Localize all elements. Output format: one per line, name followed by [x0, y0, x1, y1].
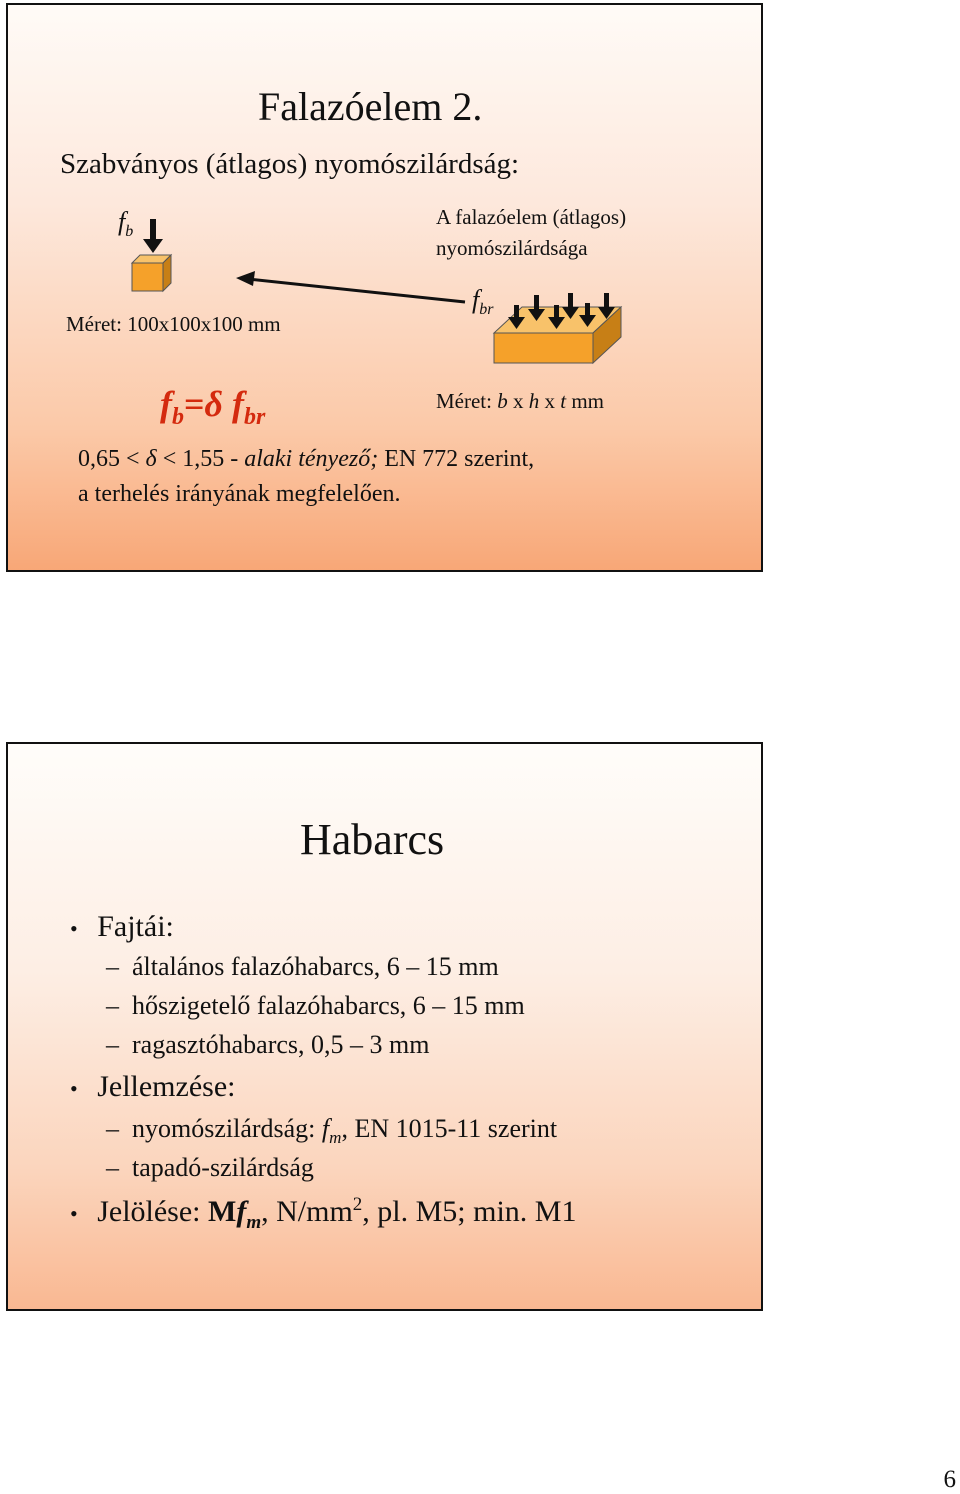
fb-label: $f_b$ — [118, 207, 134, 241]
sub-item-adhesive-mortar: – ragasztóhabarcs, 0,5 – 3 mm — [106, 1030, 430, 1059]
unit-strength-desc-line1: A falazóelem (átlagos) — [436, 205, 627, 229]
bullet-dot-icon: • — [70, 916, 78, 942]
sub-item-general-mortar: – általános falazóhabarcs, 6 – 15 mm — [106, 952, 499, 981]
unit-strength-desc-line2: nyomószilárdsága — [436, 236, 588, 260]
shape-factor-text-line1: 0,65 < δ < 1,55 - alaki tényező; EN 772 szerint, — [78, 446, 535, 472]
large-brick-size: Méret: b x h x t mm — [436, 389, 604, 413]
bullet-characteristics: • Jellemzése: — [70, 1070, 236, 1103]
bullet-types: • Fajtái: — [70, 910, 174, 943]
small-cube-icon — [132, 255, 171, 291]
page-number: 6 — [943, 1466, 956, 1493]
slide-1-title: Falazóelem 2. — [258, 84, 483, 129]
sub-item-bond-strength: – tapadó-szilárdság — [106, 1153, 314, 1182]
slide-1-subtitle: Szabványos (átlagos) nyomószilárdság: — [60, 148, 520, 180]
slide-1 — [6, 3, 763, 572]
shape-factor-text-line2: a terhelés irányának megfelelően. — [78, 481, 401, 507]
slide-2-title: Habarcs — [300, 815, 445, 864]
fbr-label: $f_{br}$ — [472, 285, 494, 319]
bullet-dot-icon: • — [70, 1076, 78, 1102]
sub-item-compressive-strength: – nyomószilárdság: $f_m$, EN 1015-11 szerint — [106, 1114, 558, 1148]
load-arrow-icon — [143, 219, 163, 253]
small-cube-size: Méret: 100x100x100 mm — [66, 312, 281, 336]
formula-fb-delta-fbr: $f_b=\delta$ $f_{br}$ — [160, 384, 266, 431]
comparison-arrow-icon — [236, 271, 465, 302]
bullet-dot-icon: • — [70, 1201, 78, 1227]
sub-item-insulating-mortar: – hőszigetelő falazóhabarcs, 6 – 15 mm — [106, 991, 525, 1020]
bullet-designation: • Jelölése: $Mf_m$, $N/mm^2$, pl. M5; min. M1 — [70, 1194, 577, 1233]
